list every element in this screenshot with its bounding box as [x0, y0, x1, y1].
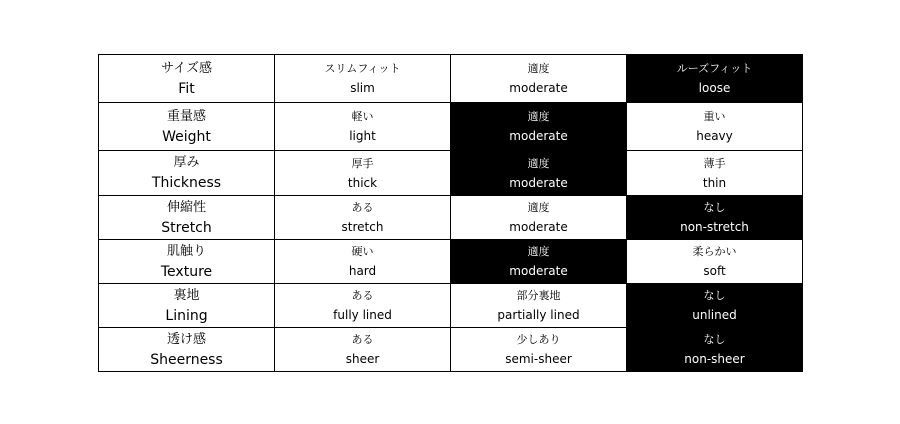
label-en: Lining [165, 307, 208, 324]
option-cell [627, 196, 803, 240]
option-en: soft [703, 264, 726, 278]
option-cell [451, 240, 627, 284]
option-cell [275, 328, 451, 372]
option-jp: なし [703, 201, 726, 214]
option-jp: 軽い [351, 110, 374, 123]
option-en: unlined [692, 308, 737, 322]
label-en: Texture [160, 263, 213, 280]
row-label-fit [99, 55, 275, 103]
option-jp: 厚手 [351, 156, 374, 170]
option-jp: 硬い [351, 245, 374, 258]
row-label-sheerness [99, 328, 275, 372]
option-cell [275, 151, 451, 196]
option-cell [275, 55, 451, 103]
option-jp: ある [351, 333, 374, 346]
option-cell [275, 103, 451, 151]
option-en: moderate [509, 81, 568, 95]
option-cell [451, 284, 627, 328]
option-cell [627, 55, 803, 103]
option-cell [451, 328, 627, 372]
option-en: fully lined [333, 308, 392, 322]
spec-row-weight [99, 103, 803, 151]
option-cell [451, 55, 627, 103]
spec-row-thickness [99, 151, 803, 196]
label-jp: 伸縮性 [166, 199, 206, 215]
option-cell [451, 196, 627, 240]
label-jp: サイズ感 [161, 60, 212, 76]
option-cell [627, 284, 803, 328]
row-label-thickness [99, 151, 275, 196]
option-en: loose [698, 81, 731, 95]
label-en: Sheerness [150, 351, 223, 368]
option-en: moderate [509, 220, 568, 234]
option-cell [275, 196, 451, 240]
option-en: partially lined [497, 308, 580, 322]
label-jp: 透け感 [166, 331, 206, 347]
option-en: moderate [509, 129, 568, 143]
spec-row-lining [99, 284, 803, 328]
option-en: sheer [345, 352, 380, 366]
row-label-stretch [99, 196, 275, 240]
option-jp: 適度 [527, 156, 550, 170]
label-en: Stretch [161, 219, 212, 236]
option-jp: ある [351, 201, 374, 214]
option-en: non-stretch [680, 220, 749, 234]
option-en: thick [347, 175, 378, 190]
spec-row-texture [99, 240, 803, 284]
option-jp: 柔らかい [692, 245, 737, 258]
row-label-texture [99, 240, 275, 284]
option-en: light [349, 129, 376, 143]
option-cell [627, 240, 803, 284]
option-en: moderate [509, 264, 568, 278]
option-jp: 適度 [527, 245, 550, 258]
option-en: semi-sheer [505, 352, 572, 366]
label-en: Thickness [151, 175, 222, 191]
option-en: stretch [341, 220, 384, 234]
option-en: moderate [509, 175, 568, 190]
product-spec-table [98, 54, 803, 372]
label-jp: 裏地 [173, 287, 200, 303]
option-cell [451, 151, 627, 196]
option-jp: 適度 [527, 201, 550, 214]
label-en: Fit [178, 80, 195, 97]
label-jp: 肌触り [166, 243, 206, 259]
label-jp: 厚み [173, 155, 200, 170]
option-jp: 適度 [527, 62, 550, 75]
option-jp: なし [703, 333, 726, 346]
option-en: heavy [696, 129, 733, 143]
option-jp: 部分裏地 [516, 289, 561, 302]
option-en: non-sheer [684, 352, 745, 366]
option-cell [275, 240, 451, 284]
option-jp: ある [351, 289, 374, 302]
option-en: hard [348, 264, 377, 278]
option-jp: 薄手 [703, 156, 726, 170]
option-jp: ルーズフィット [676, 62, 753, 75]
spec-table-body [99, 55, 803, 372]
label-en: Weight [162, 128, 211, 145]
option-cell [451, 103, 627, 151]
spec-row-fit [99, 55, 803, 103]
spec-row-stretch [99, 196, 803, 240]
option-jp: 適度 [527, 110, 550, 123]
option-cell [627, 103, 803, 151]
option-en: thin [702, 175, 727, 190]
option-cell [627, 328, 803, 372]
spec-row-sheerness [99, 328, 803, 372]
row-label-weight [99, 103, 275, 151]
option-jp: 少しあり [516, 333, 561, 346]
option-jp: 重い [703, 110, 726, 123]
option-jp: スリムフィット [324, 62, 401, 75]
option-cell [627, 151, 803, 196]
option-jp: なし [703, 289, 726, 302]
label-jp: 重量感 [166, 108, 206, 124]
option-cell [275, 284, 451, 328]
option-en: slim [350, 81, 375, 95]
row-label-lining [99, 284, 275, 328]
